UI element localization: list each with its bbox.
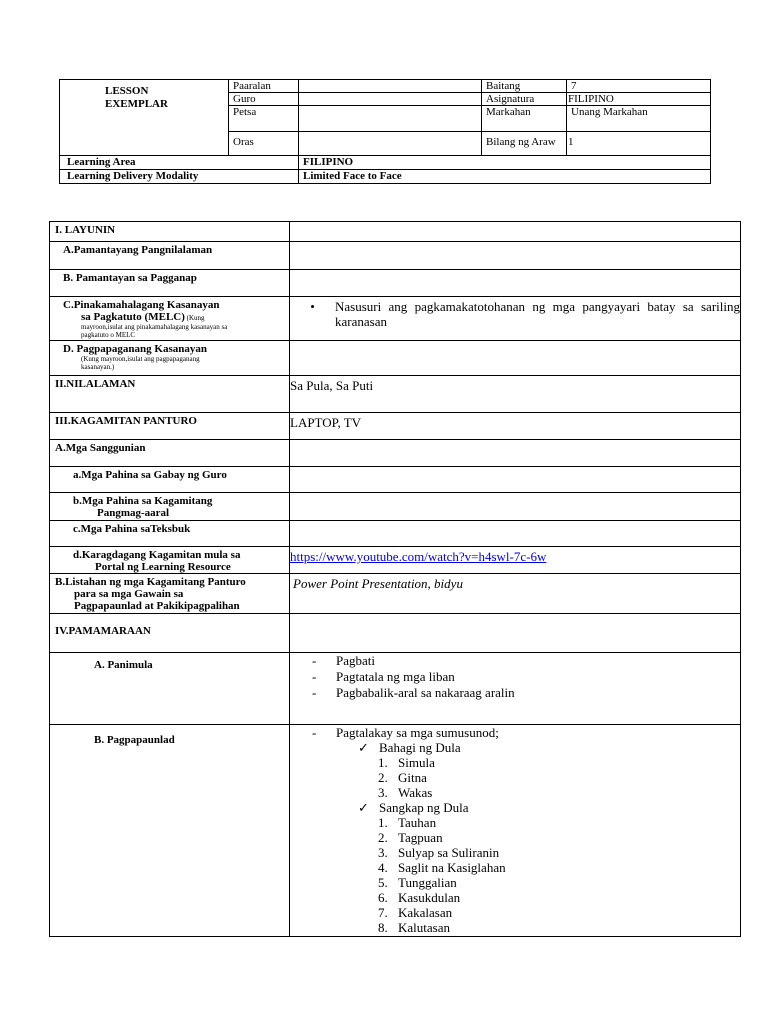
pagpapaganang-kasanayan-value [290,341,741,376]
youtube-link[interactable]: https://www.youtube.com/watch?v=h4swl-7c-6w [290,549,547,564]
paaralan-label: Paaralan [229,80,299,93]
asignatura-value: FILIPINO [567,93,711,106]
checkmark-icon: ✓ [358,800,369,815]
bahagi-ng-dula-item: ✓ Bahagi ng Dula [358,740,461,755]
mga-sanggunian-value [290,440,741,467]
pamamaraan-label: IV.PAMAMARAAN [50,614,290,653]
list-item: 7. Kakalasan [378,905,453,920]
table-row [50,493,741,521]
list-item: 1. Tauhan [378,815,437,830]
table-row [50,614,741,653]
list-item: - Pagbabalik-aral sa nakaraag aralin [312,685,740,701]
list-item: 3. Wakas [378,785,433,800]
table-row [50,521,741,547]
pagpapaunlad-label: B. Pagpapaunlad [50,725,290,937]
pamantayan-sa-pagganap-label: B. Pamantayan sa Pagganap [50,270,290,297]
list-item: 2. Tagpuan [378,830,443,845]
list-item: 2. Gitna [378,770,427,785]
table-row [50,467,741,493]
table-row [50,270,741,297]
mga-sanggunian-label: A.Mga Sanggunian [50,440,290,467]
nilalaman-value: Sa Pula, Sa Puti [290,376,741,413]
list-item: - Pagtatala ng mga liban [312,669,740,685]
lesson-exemplar-title: LESSON EXEMPLAR [60,80,229,156]
table-row [50,376,741,413]
teksbuk-label: c.Mga Pahina saTeksbuk [50,521,290,547]
table-row [50,341,741,376]
layunin-label: I. LAYUNIN [50,222,290,242]
delivery-modality-label: Learning Delivery Modality [60,170,299,184]
guro-value [299,93,482,106]
teksbuk-value [290,521,741,547]
guro-label: Guro [229,93,299,106]
petsa-value [299,106,482,132]
table-row [50,242,741,270]
bullet-icon: • [310,299,315,314]
baitang-value: 7 [567,80,711,93]
bilang-ng-araw-label: Bilang ng Araw [482,132,567,156]
panimula-value [290,653,741,725]
petsa-label: Petsa [229,106,299,132]
melc-label: C.Pinakamahalagang Kasanayan sa Pagkatuto (MELC) (Kung mayroon,isulat ang pinakamahalagang kasanayan sa pagkatuto o MELC [50,297,290,341]
pamantayan-sa-pagganap-value [290,270,741,297]
pamantayang-pangnilalaman-label: A.Pamantayang Pangnilalaman [50,242,290,270]
list-item: - Pagtalakay sa mga sumusunod; [312,725,740,740]
pagpapaganang-kasanayan-label: D. Pagpapaganang Kasanayan (Kung mayroon,isulat ang pagpapaganang kasanayan.) [50,341,290,376]
listahan-label: B.Listahan ng mga Kagamitang Panturo para sa mga Gawain sa Pagpapaunlad at Pakikipagpalihan [50,574,290,614]
list-item: 1. Simula [378,755,435,770]
oras-value [299,132,482,156]
bilang-ng-araw-value: 1 [567,132,711,156]
list-item: 3. Sulyap sa Suliranin [378,845,500,860]
gabay-ng-guro-label: a.Mga Pahina sa Gabay ng Guro [50,467,290,493]
delivery-modality-value: Limited Face to Face [299,170,711,184]
lesson-header-table [59,79,711,184]
table-row [50,440,741,467]
pamantayang-pangnilalaman-value [290,242,741,270]
karagdagang-kagamitan-value [290,547,741,574]
melc-value: • Nasusuri ang pagkamakatotohanan ng mga pangyayari batay sa sariling karanasan [290,297,741,341]
gabay-ng-guro-value [290,467,741,493]
karagdagang-kagamitan-label: d.Karagdagang Kagamitan mula sa Portal ng Learning Resource [50,547,290,574]
listahan-value: Power Point Presentation, bidyu [290,574,741,614]
table-row [50,413,741,440]
table-row [50,547,741,574]
kagamitang-pangmag-aaral-label: b.Mga Pahina sa Kagamitang Pangmag-aaral [50,493,290,521]
nilalaman-label: II.NILALAMAN [50,376,290,413]
table-row [50,574,741,614]
table-row [50,222,741,242]
learning-area-value: FILIPINO [299,156,711,170]
list-item: - Pagbati [312,653,740,669]
oras-label: Oras [229,132,299,156]
list-item: 4. Saglit na Kasiglahan [378,860,506,875]
table-row [50,725,741,937]
layunin-value [290,222,741,242]
list-item: 5. Tunggalian [378,875,457,890]
list-item: 8. Kalutasan [378,920,450,935]
learning-area-label: Learning Area [60,156,299,170]
bahagi-ng-dula-list [290,755,740,800]
markahan-label: Markahan [482,106,567,132]
kagamitan-panturo-value: LAPTOP, TV [290,413,741,440]
lesson-plan-table [49,221,741,937]
checkmark-icon: ✓ [358,740,369,755]
kagamitan-panturo-label: III.KAGAMITAN PANTURO [50,413,290,440]
sangkap-ng-dula-item: ✓ Sangkap ng Dula [358,800,469,815]
kagamitang-pangmag-aaral-value [290,493,741,521]
table-row [50,653,741,725]
sangkap-ng-dula-list [290,815,740,935]
asignatura-label: Asignatura [482,93,567,106]
pamamaraan-value [290,614,741,653]
list-item: 6. Kasukdulan [378,890,461,905]
panimula-label: A. Panimula [50,653,290,725]
markahan-value: Unang Markahan [567,106,711,132]
table-row [50,297,741,341]
panimula-list [290,653,740,701]
baitang-label: Baitang [482,80,567,93]
paaralan-value [299,80,482,93]
pagpapaunlad-value [290,725,741,937]
